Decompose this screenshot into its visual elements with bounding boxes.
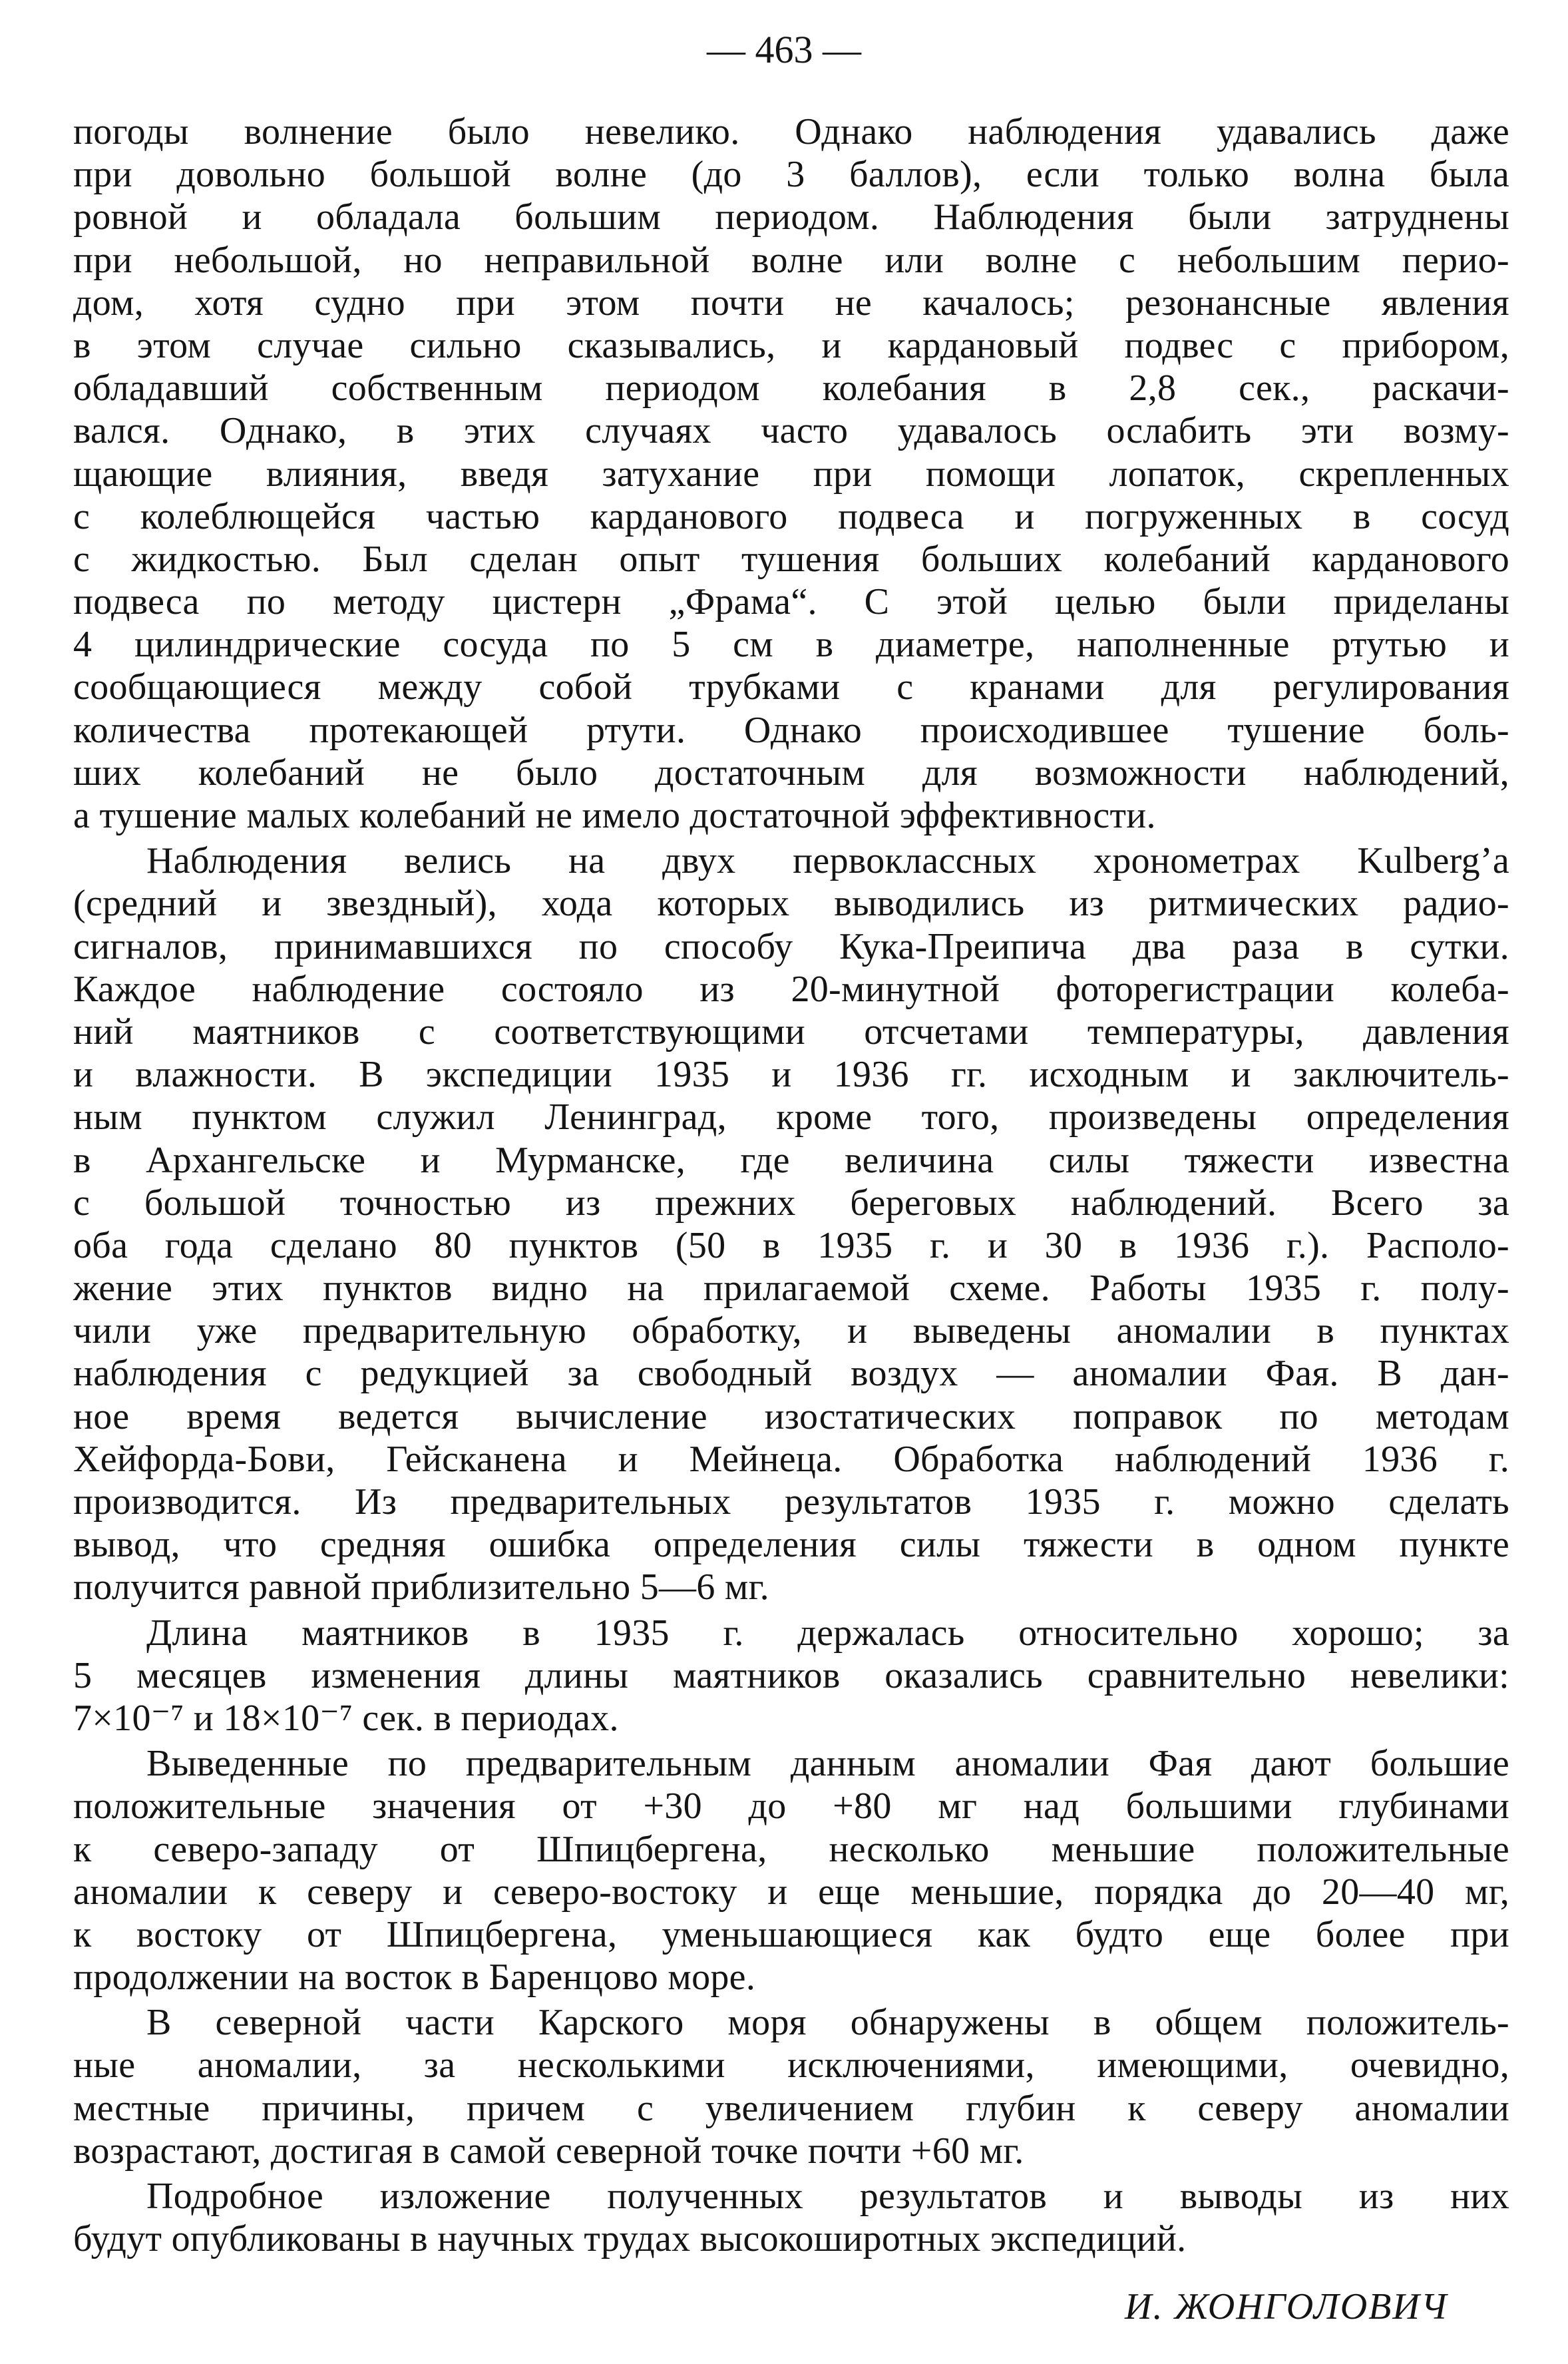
text-line: жение этих пунктов видно на прилагаемой схеме. Работы 1935 г. полу- [73,1268,1509,1309]
text-line: Выведенные по предварительным данным аномалии Фая дают большие [146,1743,1509,1785]
body-text [73,111,1509,2263]
text-line: ное время ведется вычисление изостатических поправок по методам [73,1395,1509,1437]
text-line: производится. Из предварительных результатов 1935 г. можно сделать [73,1481,1509,1523]
text-line: щающие влияния, введя затухание при помощи лопаток, скрепленных [73,453,1509,495]
text-line: с большой точностью из прежних береговых наблюдений. Всего за [73,1182,1509,1224]
text-line: В северной части Карского моря обнаружены в общем положитель- [146,2002,1509,2044]
text-line: Подробное изложение полученных результатов и выводы из них [146,2176,1509,2217]
paragraph [73,1612,1509,1740]
text-line: ших колебаний не было достаточным для возможности наблюдений, [73,752,1509,794]
text-line: чили уже предварительную обработку, и выведены аномалии в пунктах [73,1310,1509,1352]
text-line: а тушение малых колебаний не имело достаточной эффективности. [73,795,1156,836]
text-line: погоды волнение было невелико. Однако наблюдения удавались даже [73,111,1509,152]
text-line: с жидкостью. Был сделан опыт тушения больших колебаний карданового [73,538,1509,580]
page-number: — 463 — [707,28,861,71]
text-line: дом, хотя судно при этом почти не качалось; резонансные явления [73,282,1509,324]
paragraph [73,2175,1509,2260]
text-line: положительные значения от +30 до +80 мг над большими глубинами [73,1785,1509,1827]
text-line: в этом случае сильно сказывались, и кардановый подвес с прибором, [73,324,1509,366]
text-line: при довольно большой волне (до 3 баллов), если только волна была [73,154,1509,196]
text-line: вался. Однако, в этих случаях часто удавалось ослабить эти возму- [73,410,1509,452]
text-line: Хейфорда-Бови, Гейсканена и Мейнеца. Обработка наблюдений 1936 г. [73,1438,1509,1480]
text-line: Наблюдения велись на двух первоклассных хронометрах Kulberg’a [146,840,1509,882]
text-line: подвеса по методу цистерн „Фрама“. С этой целью были приделаны [73,581,1509,623]
text-line: к востоку от Шпицбергена, уменьшающиеся как будто еще более при [73,1913,1509,1955]
paragraph [73,2001,1509,2172]
text-line: Длина маятников в 1935 г. держалась относительно хорошо; за [146,1612,1509,1654]
text-line: ные аномалии, за несколькими исключениями, имеющими, очевидно, [73,2044,1509,2086]
text-line: оба года сделано 80 пунктов (50 в 1935 г. и 30 в 1936 г.). Располо- [73,1224,1509,1266]
paragraph [73,111,1509,837]
text-line: местные причины, причем с увеличением глубин к северу аномалии [73,2087,1509,2129]
text-line: возрастают, достигая в самой северной точке почти +60 мг. [73,2130,1024,2172]
paragraph [73,839,1509,1608]
paragraph [73,1742,1509,1999]
text-line: при небольшой, но неправильной волне или волне с небольшим перио- [73,239,1509,281]
text-line: 7×10⁻⁷ и 18×10⁻⁷ сек. в периодах. [73,1697,619,1739]
text-line: и влажности. В экспедиции 1935 и 1936 гг. исходным и заключитель- [73,1054,1509,1096]
text-line: количества протекающей ртути. Однако происходившее тушение боль- [73,709,1509,751]
text-line: сообщающиеся между собой трубками с кранами для регулирования [73,666,1509,708]
text-line: продолжении на восток в Баренцово море. [73,1957,756,1999]
text-line: (средний и звездный), хода которых выводились из ритмических радио- [73,883,1509,925]
text-line: с колеблющейся частью карданового подвеса и погруженных в сосуд [73,495,1509,537]
text-line: получится равной приблизительно 5—6 мг. [73,1566,769,1608]
text-line: обладавший собственным периодом колебания в 2,8 сек., раскачи- [73,367,1509,409]
author-signature: И. ЖОНГОЛОВИЧ [1125,2286,1448,2327]
text-line: сигналов, принимавшихся по способу Кука-Преипича два раза в сутки. [73,925,1509,967]
text-line: в Архангельске и Мурманске, где величина силы тяжести известна [73,1139,1509,1181]
text-line: наблюдения с редукцией за свободный воздух — аномалии Фая. В дан- [73,1353,1509,1395]
text-line: ровной и обладала большим периодом. Наблюдения были затруднены [73,196,1509,238]
text-line: 5 месяцев изменения длины маятников оказались сравнительно невелики: [73,1654,1509,1696]
text-line: ний маятников с соответствующими отсчетами температуры, давления [73,1011,1509,1053]
text-line: Каждое наблюдение состояло из 20-минутной фоторегистрации колеба- [73,968,1509,1010]
text-line: к северо-западу от Шпицбергена, несколько меньшие положительные [73,1828,1509,1870]
text-line: аномалии к северу и северо-востоку и еще меньшие, порядка до 20—40 мг, [73,1871,1509,1913]
text-line: 4 цилиндрические сосуда по 5 см в диаметре, наполненные ртутью и [73,624,1509,666]
text-line: ным пунктом служил Ленинград, кроме того, произведены определения [73,1096,1509,1138]
text-line: вывод, что средняя ошибка определения силы тяжести в одном пункте [73,1524,1509,1566]
text-line: будут опубликованы в научных трудах высокоширотных экспедиций. [73,2218,1187,2260]
